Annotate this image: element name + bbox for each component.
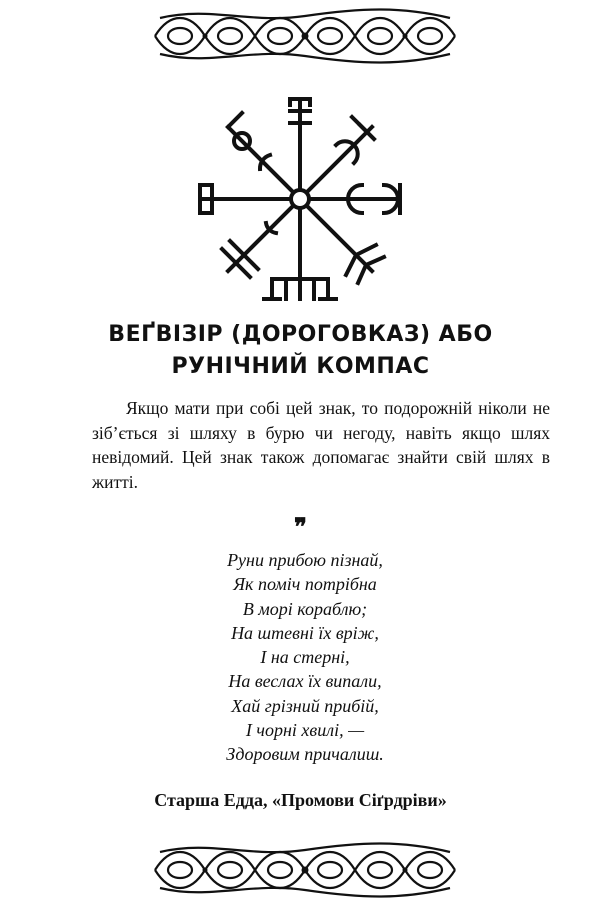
celtic-knot-border-icon xyxy=(150,8,460,64)
poem-line: Хай грізний прибій, xyxy=(231,695,379,716)
celtic-knot-border-icon xyxy=(150,842,460,898)
quote-mark-icon: ❞ xyxy=(294,515,307,541)
poem-line: На веслах їх випали, xyxy=(228,671,382,692)
poem-line: І на стерні, xyxy=(260,647,350,668)
paragraph-text: Якщо мати при собі цей знак, то подорожній ніколи не зіб’ється зі шляху в бурю чи негоду, навіть якщо шлях невідомий. Цей знак також допомагає знайти свій шлях в житті. xyxy=(92,398,550,492)
poem-line: Як поміч потрібна xyxy=(233,574,377,595)
poem xyxy=(150,548,460,767)
poem-line: І чорні хвилі, — xyxy=(245,720,365,741)
poem-line: На штевні їх вріж, xyxy=(231,622,379,643)
article-title-line-1: ВЕҐВІЗІР (ДОРОГОВКАЗ) АБО xyxy=(108,322,493,347)
poem-line: В морі кораблю; xyxy=(242,598,368,619)
poem-line: Здоровим причалиш. xyxy=(226,744,384,765)
vegvisir-compass-icon xyxy=(182,90,418,308)
description-paragraph xyxy=(92,396,550,494)
article-title-line-2: РУНІЧНИЙ КОМПАС xyxy=(171,354,430,379)
poem-attribution: Старша Едда, «Промови Сіґрдріви» xyxy=(154,790,447,810)
poem-line: Руни прибою пізнай, xyxy=(227,550,383,570)
